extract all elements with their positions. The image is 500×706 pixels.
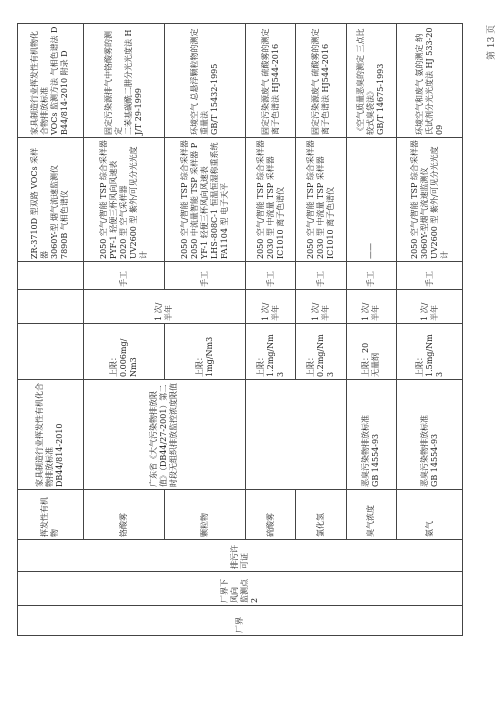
limit-cell: 上限： 1mg/Nm3 [164, 324, 245, 380]
equipment-cell: 2050 空气/智能 TSP 综合采样器 2030 型 中流量 TSP 采样器 IC1010 离子色谱仪 [245, 138, 295, 262]
frequency-cell: 1 次/ 半年 [245, 290, 295, 324]
limit-cell: 上限：20 无量纲 [346, 324, 396, 380]
limit-cell: 上限： 0.2mg/Nm 3 [296, 324, 346, 380]
standard-cell: 家具制造行业挥发性有机化合物排放标准 DB44/814-2010 [18, 380, 84, 490]
equipment-cell: 2050 空气/智能 TSP 综合采样器 2050 中流量智能 TSP 采样器 PYF-1 轻便三杯风向风速表 LHS-808C-1 恒温恒湿称重系统 FA1104 型 电子天平 [164, 138, 245, 262]
pollutant-cell: 挥发性有机物 [18, 490, 84, 540]
standard-cell: 恶臭污染物排放标准 GB 14554-93 [397, 380, 463, 490]
equipment-cell: —— [346, 138, 396, 262]
equipment-cell: 2050 空气/智能 TSP 综合采样器 PYF-1 轻便三杯风向风速表 2020 型 空气采样器 UV2600 型 紫外/可见分光光度计 [83, 138, 164, 262]
frequency-cell: 1 次/ 半年 [397, 290, 463, 324]
frequency-cell: 1 次/ 半年 [83, 290, 245, 324]
standard-cell: 恶臭污染物排放标准 GB 14554-93 [346, 380, 396, 490]
method-cell: 固定污染源废气 硫酸雾的测定 离子色谱法 HJ544-2016 [245, 24, 295, 138]
limit-cell: 上限： 0.006mg/ Nm3 [83, 324, 164, 380]
table-row [18, 24, 84, 636]
site-cell: 厂界 [18, 606, 463, 636]
limit-cell: 上限： 1.5mg/Nm 3 [397, 324, 463, 380]
method-cell: 固定污染源排气中铬酸雾的测定 二苯基碳酰二肼分光光度法 HJ/T 29-1999 [83, 24, 164, 138]
mode-cell: 手工 [245, 262, 295, 290]
standard-cell: 广东省《大气污染物排放限值》（DB44/27-2001）第二时段无组织排放监控浓度限值 [83, 380, 245, 490]
point-cell: 厂界下风向 监测点 2 [18, 572, 463, 606]
monitoring-table [17, 23, 463, 636]
frequency-cell [18, 290, 84, 324]
method-cell: 环境空气 总悬浮颗粒物的测定 重量法 GB/T 15432-1995 [164, 24, 245, 138]
pollutant-cell: 颗粒物 [164, 490, 245, 540]
mode-cell: 手工 [164, 262, 245, 290]
limit-cell [18, 324, 84, 380]
pollutant-cell: 臭气浓度 [346, 490, 396, 540]
method-cell: 环境空气和废气 氨的测定 纳氏试剂分光光度法 HJ 533-2009 [397, 24, 463, 138]
pollutant-cell: 铬酸雾 [83, 490, 164, 540]
standard-cell [245, 380, 346, 490]
method-cell: 家具制造行业挥发性有机物化合物排放标准 VOCs 监测方法 气相色谱法 DB44/814-2010 附录 D [18, 24, 84, 138]
equipment-cell: ZR-3710D 型双路 VOCs 采样器 3060Y-型 烟气流速监测仪 7890B 气相色谱仪 [18, 138, 84, 262]
frequency-cell: 1 次/ 半年 [346, 290, 396, 324]
mode-cell: 手工 [296, 262, 346, 290]
pollutant-cell: 氯化氢 [296, 490, 346, 540]
pollutant-cell: 硫酸雾 [245, 490, 295, 540]
equipment-cell: 2050 空气/智能 TSP 综合采样器 2030 型 中流量 TSP 采样器 IC1010 离子色谱仪 [296, 138, 346, 262]
mode-cell: 手工 [83, 262, 164, 290]
category-cell: 排污许可证 [18, 540, 463, 572]
method-cell: 《空气质量恶臭的测定 三点比较式臭袋法》 GB/T 14675-1993 [346, 24, 396, 138]
equipment-cell: 2050 空气/智能 TSP 综合采样器 3060Y-型烟气流速监测仪 UV2600 型 紫外/可见分光光度计 [397, 138, 463, 262]
method-cell: 固定污染源废气 硫酸雾的测定 离子色谱法 HJ544-2016 [296, 24, 346, 138]
pollutant-cell: 氨气 [397, 490, 463, 540]
mode-cell [18, 262, 84, 290]
mode-cell: 手工 [346, 262, 396, 290]
frequency-cell: 1 次/ 半年 [296, 290, 346, 324]
mode-cell: 手工 [397, 262, 463, 290]
limit-cell: 上限： 1.2mg/Nm 3 [245, 324, 295, 380]
page-number: 第 13 页 [487, 24, 497, 60]
